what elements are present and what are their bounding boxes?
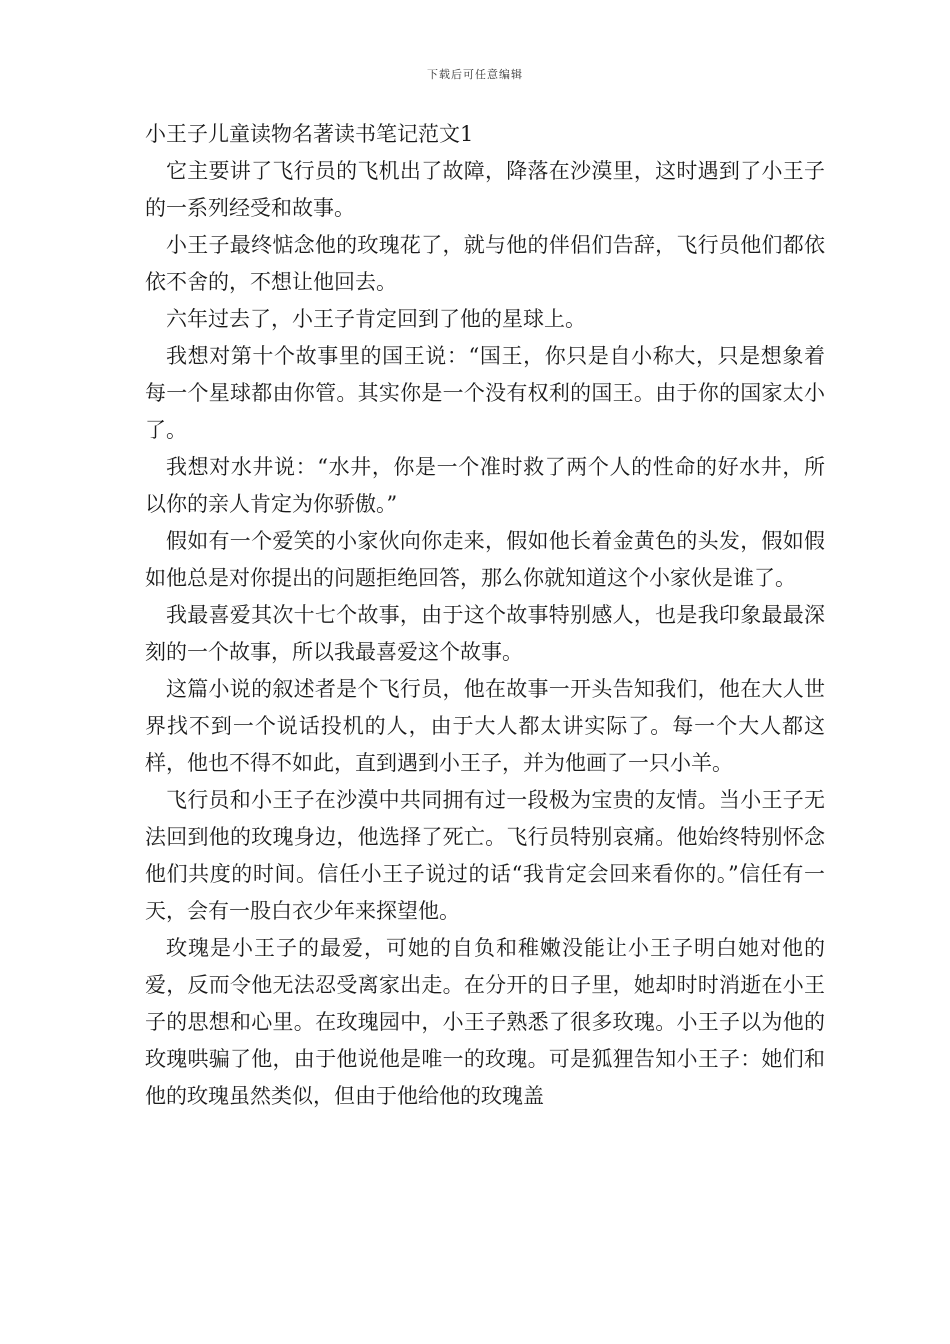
paragraph: 它主要讲了飞行员的飞机出了故障，降落在沙漠里，这时遇到了小王子的一系列经受和故事。 — [145, 159, 825, 220]
header-note: 下载后可任意编辑 — [427, 68, 523, 81]
paragraph: 小王子最终惦念他的玫瑰花了，就与他的伴侣们告辞，飞行员他们都依依不舍的，不想让他回去。 — [145, 233, 825, 294]
document-title: 小王子儿童读物名著读书笔记范文1 — [145, 122, 474, 146]
paragraph: 我想对第十个故事里的国王说：“国王，你只是自小称大，只是想象着每一个星球都由你管。其实你是一个没有权利的国王。由于你的国家太小了。 — [145, 344, 825, 442]
paragraph: 六年过去了，小王子肯定回到了他的星球上。 — [166, 307, 586, 331]
paragraph: 假如有一个爱笑的小家伙向你走来，假如他长着金黄色的头发，假如假如他总是对你提出的问题拒绝回答，那么你就知道这个小家伙是谁了。 — [145, 529, 825, 590]
paragraph: 飞行员和小王子在沙漠中共同拥有过一段极为宝贵的友情。当小王子无法回到他的玫瑰身边，他选择了死亡。飞行员特别哀痛。他始终特别怀念他们共度的时间。信任小王子说过的话“我肯定会回来看你的。”信任有一天，会有一股白衣少年来探望他。 — [145, 788, 825, 923]
document-body — [145, 116, 825, 1115]
paragraph: 我想对水井说：“水井，你是一个准时救了两个人的性命的好水井，所以你的亲人肯定为你骄傲。” — [145, 455, 825, 516]
paragraph: 玫瑰是小王子的最爱，可她的自负和稚嫩没能让小王子明白她对他的爱，反而令他无法忍受离家出走。在分开的日子里，她却时时消逝在小王子的思想和心里。在玫瑰园中，小王子熟悉了很多玫瑰。小王子以为他的玫瑰哄骗了他，由于他说他是唯一的玫瑰。可是狐狸告知小王子：她们和他的玫瑰虽然类似，但由于他给他的玫瑰盖 — [145, 936, 825, 1108]
paragraph: 我最喜爱其次十七个故事，由于这个故事特别感人，也是我印象最最深刻的一个故事，所以我最喜爱这个故事。 — [145, 603, 825, 664]
paragraph: 这篇小说的叙述者是个飞行员，他在故事一开头告知我们，他在大人世界找不到一个说话投机的人，由于大人都太讲实际了。每一个大人都这样，他也不得不如此，直到遇到小王子，并为他画了一只小羊。 — [145, 677, 825, 775]
